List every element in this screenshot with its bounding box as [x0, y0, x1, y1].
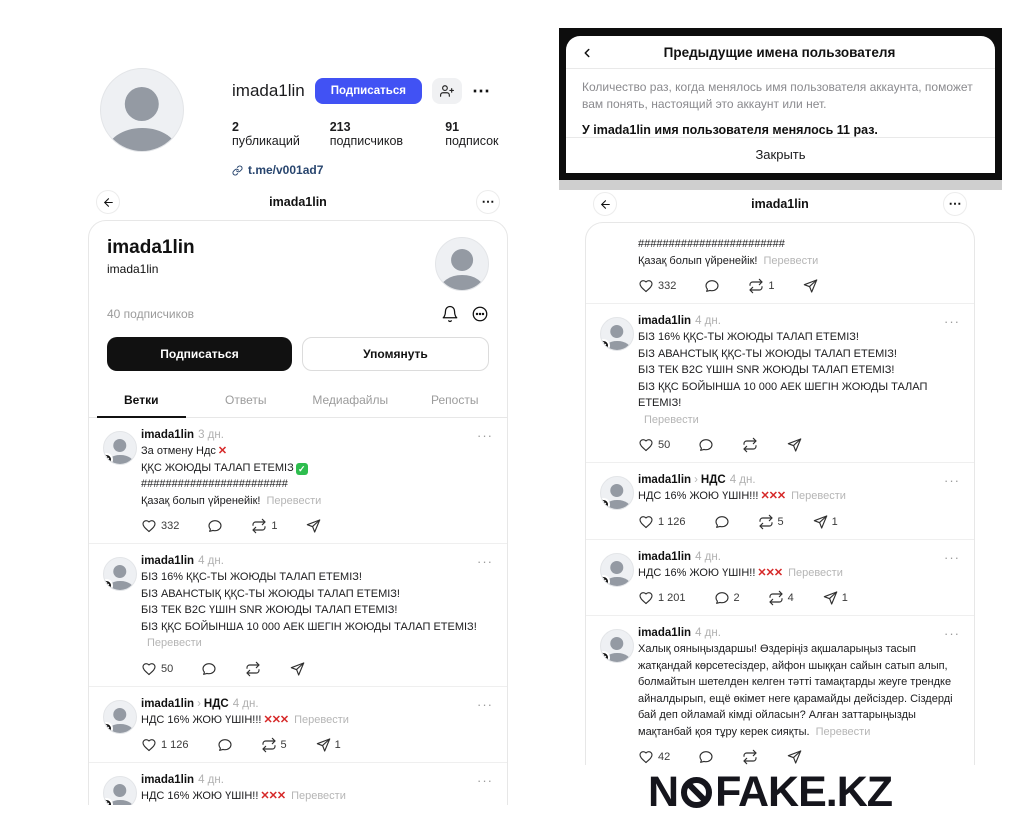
- post-menu-button[interactable]: ···: [477, 696, 493, 712]
- repost-count: 5: [280, 739, 287, 751]
- post-avatar[interactable]: [600, 553, 634, 587]
- comment-icon: [698, 437, 714, 453]
- post-line: [141, 602, 493, 619]
- repost-icon: [742, 749, 758, 765]
- post-line: [638, 379, 960, 412]
- post-actions: [638, 590, 960, 606]
- share-button[interactable]: [289, 661, 305, 677]
- share-button[interactable]: [786, 749, 802, 765]
- modal-change-count: У imada1lin имя пользователя менялось 11 раз.: [582, 122, 878, 137]
- nav-more-button[interactable]: ⋯: [476, 190, 500, 214]
- back-chevron-icon[interactable]: [580, 46, 594, 60]
- post-timestamp: 4 дн.: [198, 774, 224, 786]
- thread-post: [586, 616, 974, 765]
- post-author[interactable]: imada1lin: [638, 315, 692, 327]
- back-button[interactable]: [96, 190, 120, 214]
- repost-icon: [251, 518, 267, 534]
- post-actions: [638, 437, 960, 453]
- post-content: [141, 443, 493, 509]
- post-line: [638, 329, 960, 346]
- post-line: [141, 788, 493, 805]
- nav-more-button[interactable]: ⋯: [943, 192, 967, 216]
- post-menu-button[interactable]: ···: [944, 473, 960, 488]
- thread-post: [586, 223, 974, 304]
- post-line: [638, 412, 960, 429]
- instagram-profile-header: [100, 68, 510, 184]
- post-content: [638, 488, 960, 505]
- profile-card: [89, 221, 507, 383]
- post-author[interactable]: imada1lin: [141, 429, 195, 441]
- reply-separator: ›: [694, 474, 698, 486]
- post-avatar[interactable]: [103, 776, 137, 805]
- bell-icon[interactable]: [441, 305, 459, 323]
- like-button[interactable]: [141, 518, 179, 534]
- followers-count[interactable]: 40 подписчиков: [107, 307, 195, 321]
- comment-button[interactable]: [698, 437, 714, 453]
- like-button[interactable]: [638, 437, 670, 453]
- like-button[interactable]: [141, 661, 173, 677]
- comment-icon: [714, 590, 730, 606]
- thread-post: [586, 463, 974, 540]
- comment-icon: [201, 661, 217, 677]
- mention-button[interactable]: Упомянуть: [302, 337, 489, 371]
- thread-post: [586, 304, 974, 463]
- post-timestamp: 4 дн.: [232, 697, 259, 710]
- share-button[interactable]: [786, 437, 802, 453]
- post-timestamp: 4 дн.: [695, 315, 721, 327]
- comment-button[interactable]: [704, 278, 720, 294]
- person-add-icon: [440, 84, 454, 98]
- post-author[interactable]: imada1lin: [638, 474, 692, 486]
- follow-plus-badge[interactable]: +: [103, 579, 113, 591]
- threads-profile-screenshot: [88, 188, 508, 805]
- stat-following[interactable]: 91 подписок: [445, 120, 499, 148]
- repost-button[interactable]: [758, 514, 784, 530]
- red-x-emoji: ✕: [217, 445, 227, 457]
- translate-link[interactable]: Перевести: [291, 790, 346, 802]
- post-content: [638, 236, 960, 269]
- post-content: [141, 788, 493, 805]
- thread-post: [89, 763, 507, 805]
- like-icon: [638, 437, 654, 453]
- repost-icon: [261, 737, 277, 753]
- post-avatar[interactable]: [600, 476, 634, 510]
- post-actions: [141, 518, 493, 534]
- like-button[interactable]: [141, 737, 189, 753]
- post-avatar[interactable]: [103, 431, 137, 465]
- post-content: [638, 329, 960, 428]
- like-icon: [141, 737, 157, 753]
- post-text: БІЗ ҚҚС БОЙЫНША 10 000 АЕК ШЕГІН ЖОЮДЫ ТАЛАП ЕТЕМІЗ!: [141, 620, 477, 633]
- follow-plus-badge[interactable]: +: [600, 339, 610, 351]
- post-menu-button[interactable]: ···: [477, 554, 493, 569]
- share-count: 1: [334, 739, 341, 751]
- comment-icon: [207, 518, 223, 534]
- repost-icon: [758, 514, 774, 530]
- post-line: [638, 565, 960, 582]
- logo-text: FAKE.KZ: [715, 767, 893, 816]
- thread-post: [586, 540, 974, 617]
- share-button[interactable]: [305, 518, 321, 534]
- post-timestamp: 4 дн.: [695, 550, 721, 563]
- share-button[interactable]: [822, 590, 848, 606]
- post-author[interactable]: imada1lin: [141, 697, 195, 710]
- repost-button[interactable]: [748, 278, 774, 294]
- post-actions: [638, 749, 960, 765]
- follow-plus-badge[interactable]: +: [600, 651, 610, 663]
- tab-reposts[interactable]: Репосты: [431, 393, 479, 407]
- post-avatar[interactable]: [103, 700, 137, 734]
- ig-bio-link[interactable]: t.me/v001ad7: [232, 163, 510, 177]
- profile-handle: imada1lin: [107, 262, 159, 276]
- post-line: [638, 253, 960, 270]
- repost-button[interactable]: [768, 590, 794, 606]
- like-count: 332: [161, 520, 180, 532]
- translate-link[interactable]: Перевести: [147, 637, 202, 649]
- post-text: БІЗ ТЕК B2C ҮШІН SNR ЖОЮДЫ ТАЛАП ЕТЕМІЗ!: [141, 604, 398, 616]
- like-icon: [638, 590, 654, 606]
- screenshot-grey-strip: [559, 180, 1002, 190]
- follow-plus-badge[interactable]: +: [103, 798, 113, 805]
- tab-media[interactable]: Медиафайлы: [312, 393, 389, 407]
- post-text: БІЗ ҚҚС БОЙЫНША 10 000 АЕК ШЕГІН ЖОЮДЫ ТАЛАП ЕТЕМІЗ!: [638, 380, 928, 409]
- red-x-emoji: ✕✕✕: [760, 490, 786, 502]
- like-icon: [141, 518, 157, 534]
- translate-link[interactable]: Перевести: [763, 254, 819, 267]
- stat-posts: 2 публикаций: [232, 120, 300, 148]
- repost-icon: [768, 590, 784, 606]
- modal-close-button[interactable]: Закрыть: [566, 137, 995, 173]
- post-line: [638, 346, 960, 363]
- post-line: [141, 493, 493, 510]
- no-entry-icon: [681, 777, 712, 808]
- share-count: 1: [841, 592, 848, 604]
- nofake-kz-logo: [648, 766, 928, 818]
- translate-link[interactable]: Перевести: [644, 413, 699, 426]
- post-menu-button[interactable]: ···: [944, 549, 960, 565]
- post-actions: [638, 278, 960, 294]
- comment-icon: [704, 278, 720, 294]
- thread-post: [89, 418, 507, 544]
- comment-button[interactable]: [714, 514, 730, 530]
- post-text: БІЗ 16% ҚҚС-ТЫ ЖОЮДЫ ТАЛАП ЕТЕМІЗ!: [141, 571, 362, 583]
- follow-plus-badge[interactable]: +: [600, 498, 610, 510]
- post-menu-button[interactable]: ···: [477, 428, 493, 443]
- like-count: 1 201: [658, 592, 686, 604]
- post-text: За отмену Ндс: [141, 445, 216, 457]
- repost-count: 1: [271, 520, 278, 532]
- share-count: 1: [831, 515, 838, 528]
- post-text: ########################: [141, 478, 288, 490]
- comment-button[interactable]: [698, 749, 714, 765]
- post-actions: [141, 737, 493, 753]
- repost-button[interactable]: [261, 737, 287, 753]
- post-actions: [638, 514, 960, 530]
- repost-icon: [245, 661, 261, 677]
- post-text: Қазақ болып үйренейік!: [141, 494, 261, 507]
- profile-name: imada1lin: [107, 237, 195, 258]
- profile-tabs: [89, 383, 507, 418]
- post-text: НДС 16% ЖОЮ ҮШІН!!!: [141, 713, 262, 726]
- like-button[interactable]: [638, 749, 670, 765]
- translate-link[interactable]: Перевести: [791, 490, 846, 502]
- like-count: 50: [161, 662, 174, 675]
- post-menu-button[interactable]: ···: [944, 626, 960, 641]
- post-text: НДС 16% ЖОЮ ҮШІН!!: [638, 566, 756, 579]
- reply-to-topic[interactable]: НДС: [700, 474, 726, 486]
- ig-follow-button[interactable]: Подписаться: [315, 78, 422, 104]
- comment-button[interactable]: [201, 661, 217, 677]
- share-button[interactable]: [812, 514, 838, 530]
- share-icon: [315, 737, 331, 753]
- like-count: 50: [658, 439, 671, 451]
- like-button[interactable]: [638, 590, 686, 606]
- like-count: 1 126: [658, 515, 686, 528]
- ig-more-menu[interactable]: ⋯: [471, 81, 491, 101]
- comment-icon: [217, 737, 233, 753]
- threads-feed: [89, 418, 507, 805]
- repost-button[interactable]: [251, 518, 277, 534]
- post-line: [141, 460, 493, 477]
- share-icon: [822, 590, 838, 606]
- logo-letter-n: N: [648, 767, 679, 816]
- post-line: [141, 476, 493, 493]
- post-author[interactable]: imada1lin: [638, 627, 692, 639]
- post-line: [638, 641, 960, 740]
- post-content: [638, 641, 960, 740]
- comment-button[interactable]: [207, 518, 223, 534]
- post-line: [638, 488, 960, 505]
- post-text: Халық ояныңыздаршы! Өздеріңіз ақшаларыңыз тасып жатқандай көрсетесіздер, айфон шыққан сайын сатып алып, болмайтын шетелден келген тәтті тамақтарды жеуге трендке айналдырып, ещё өкімет неге қарамайды дейсіздер. Сіздерді бай деп ойламай кімді ойласын? Алған заттарыңызды мақтанбай қоя тұру керек сияқты.: [638, 643, 953, 738]
- translate-link[interactable]: Перевести: [815, 725, 871, 738]
- post-content: [141, 712, 493, 729]
- modal-black-frame: [559, 28, 1002, 180]
- comment-button[interactable]: [714, 590, 740, 606]
- post-avatar[interactable]: [600, 317, 634, 351]
- suggested-accounts-button[interactable]: [432, 78, 462, 104]
- post-line: [638, 236, 960, 253]
- follow-plus-badge[interactable]: +: [103, 722, 113, 734]
- share-icon: [812, 514, 828, 530]
- post-line: [141, 586, 493, 603]
- ig-username: imada1lin: [232, 81, 305, 100]
- threads-feed: [586, 223, 974, 765]
- comment-icon: [714, 514, 730, 530]
- post-text: БІЗ АВАНСТЫҚ ҚҚС-ТЫ ЖОЮДЫ ТАЛАП ЕТЕМІЗ!: [141, 587, 400, 600]
- like-icon: [638, 514, 654, 530]
- profile-avatar[interactable]: [100, 68, 184, 152]
- post-text: БІЗ АВАНСТЫҚ ҚҚС-ТЫ ЖОЮДЫ ТАЛАП ЕТЕМІЗ!: [638, 347, 897, 360]
- share-icon: [786, 749, 802, 765]
- follow-plus-badge[interactable]: +: [103, 453, 113, 465]
- reply-to-topic[interactable]: НДС: [203, 697, 229, 710]
- modal-description: Количество раз, когда менялось имя пользователя аккаунта, поможет вам понять, настоящий это аккаунт или нет.: [582, 80, 973, 112]
- post-text: Қазақ болып үйренейік!: [638, 254, 758, 267]
- share-button[interactable]: [315, 737, 341, 753]
- repost-count: 5: [777, 515, 784, 528]
- share-button[interactable]: [802, 278, 818, 294]
- post-text: ҚҚС ЖОЮДЫ ТАЛАП ЕТЕМІЗ: [141, 461, 294, 474]
- thread-post: [89, 687, 507, 764]
- modal-title: Предыдущие имена пользователя: [663, 45, 896, 60]
- like-count: 42: [658, 751, 671, 763]
- repost-count: 4: [787, 592, 794, 604]
- previous-usernames-modal: [566, 36, 995, 169]
- share-icon: [289, 661, 305, 677]
- post-actions: [141, 661, 493, 677]
- share-icon: [786, 437, 802, 453]
- post-line: [141, 712, 493, 729]
- threads-feed-screenshot: [585, 190, 975, 765]
- like-icon: [638, 278, 654, 294]
- link-icon: [232, 165, 243, 176]
- like-icon: [141, 661, 157, 677]
- like-button[interactable]: [638, 514, 686, 530]
- post-menu-button[interactable]: ···: [477, 773, 493, 788]
- tab-threads[interactable]: Ветки: [89, 383, 194, 417]
- repost-icon: [748, 278, 764, 294]
- share-icon: [305, 518, 321, 534]
- stat-followers[interactable]: 213 подписчиков: [329, 120, 404, 148]
- post-text: ########################: [638, 238, 785, 250]
- post-line: [141, 619, 493, 636]
- post-timestamp: 3 дн.: [198, 429, 224, 441]
- red-x-emoji: ✕✕✕: [263, 713, 289, 726]
- post-author[interactable]: imada1lin: [638, 550, 692, 563]
- tab-replies[interactable]: Ответы: [225, 393, 267, 407]
- post-timestamp: 4 дн.: [198, 555, 224, 567]
- repost-count: 1: [768, 280, 775, 292]
- post-text: БІЗ ТЕК B2C ҮШІН SNR ЖОЮДЫ ТАЛАП ЕТЕМІЗ!: [638, 364, 895, 376]
- like-count: 332: [658, 280, 677, 292]
- post-timestamp: 4 дн.: [695, 627, 721, 639]
- more-options-circle-icon[interactable]: [471, 305, 489, 323]
- follow-button[interactable]: Подписаться: [107, 337, 292, 371]
- post-avatar[interactable]: [600, 629, 634, 663]
- like-button[interactable]: [638, 278, 676, 294]
- back-arrow-icon: [599, 198, 612, 211]
- repost-button[interactable]: [245, 661, 261, 677]
- post-text: НДС 16% ЖОЮ ҮШІН!!: [141, 790, 259, 802]
- post-text: НДС 16% ЖОЮ ҮШІН!!!: [638, 490, 759, 502]
- post-line: [141, 569, 493, 586]
- post-timestamp: 4 дн.: [729, 474, 756, 486]
- like-count: 1 126: [161, 739, 189, 751]
- back-button[interactable]: [593, 192, 617, 216]
- post-text: БІЗ 16% ҚҚС-ТЫ ЖОЮДЫ ТАЛАП ЕТЕМІЗ!: [638, 331, 859, 343]
- repost-button[interactable]: [742, 437, 758, 453]
- translate-link[interactable]: Перевести: [266, 494, 322, 507]
- nav-title: imada1lin: [269, 195, 327, 209]
- red-x-emoji: ✕✕✕: [260, 790, 286, 802]
- post-avatar[interactable]: [103, 557, 137, 591]
- post-author[interactable]: imada1lin: [141, 774, 195, 786]
- post-line: [141, 635, 493, 652]
- comment-button[interactable]: [217, 737, 233, 753]
- translate-link[interactable]: Перевести: [294, 713, 349, 726]
- share-icon: [802, 278, 818, 294]
- reply-separator: ›: [197, 697, 201, 710]
- like-icon: [638, 749, 654, 765]
- post-line: [638, 362, 960, 379]
- post-author[interactable]: imada1lin: [141, 555, 195, 567]
- back-arrow-icon: [102, 196, 115, 209]
- nav-title: imada1lin: [751, 197, 809, 211]
- post-content: [638, 565, 960, 582]
- repost-icon: [742, 437, 758, 453]
- follow-plus-badge[interactable]: +: [600, 575, 610, 587]
- red-x-emoji: ✕✕✕: [757, 566, 783, 579]
- profile-avatar[interactable]: [435, 237, 489, 291]
- comment-count: 2: [733, 592, 740, 604]
- comment-icon: [698, 749, 714, 765]
- thread-post: [89, 544, 507, 687]
- green-check-emoji: ✓: [296, 463, 308, 475]
- post-line: [141, 443, 493, 460]
- post-content: [141, 569, 493, 652]
- repost-button[interactable]: [742, 749, 758, 765]
- translate-link[interactable]: Перевести: [788, 566, 843, 579]
- ig-stats: [232, 120, 510, 148]
- post-menu-button[interactable]: ···: [944, 314, 960, 329]
